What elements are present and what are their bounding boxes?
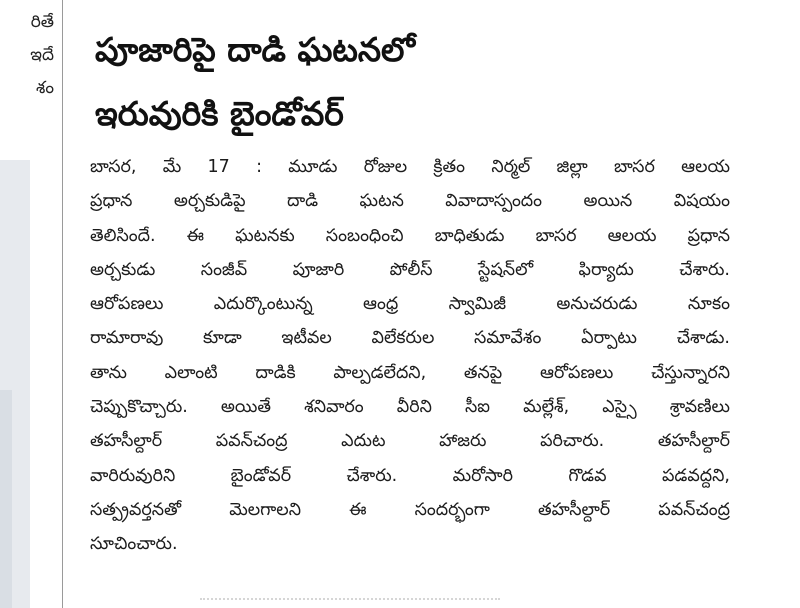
article-body — [90, 150, 730, 562]
adjacent-text-line: ఇదే — [30, 45, 54, 65]
headline-line-1: పూజారిపై దాడి ఘటనలో — [95, 30, 415, 69]
news-article — [90, 0, 790, 608]
body-line: తెలిసిందే. ఈ ఘటనకు సంబంధించి బాధితుడు బాసర ఆలయ ప్రధాన — [90, 225, 730, 246]
body-line: తాను ఎలాంటి దాడికి పాల్పడలేదని, తనపై ఆరోపణలు చేస్తున్నారని — [90, 362, 730, 383]
column-divider — [62, 0, 63, 608]
adjacent-column-text — [0, 6, 54, 105]
body-line: రామారావు కూడా ఇటీవల విలేకరుల సమావేశం ఏర్పాటు చేశాడు. — [90, 328, 730, 349]
body-line: తహసీల్దార్ పవన్‌చంద్ర ఎదుట హాజరు పరిచారు. తహసీల్దార్ — [90, 431, 730, 452]
body-line: సత్ప్రవర్తనతో మెలగాలని ఈ సందర్భంగా తహసీల్దార్ పవన్‌చంద్ర — [90, 499, 730, 520]
body-line: అర్చకుడు సంజీవ్ పూజారి పోలీస్ స్టేషన్‌లో ఫిర్యాదు చేశారు. — [90, 259, 730, 280]
body-line-last: సూచించారు. — [90, 534, 178, 555]
adjacent-column — [0, 0, 60, 608]
cropped-next-item — [200, 598, 500, 608]
body-line: ప్రధాన అర్చకుడిపై దాడి ఘటన వివాదాస్పందం అయిన విషయం — [90, 191, 730, 212]
body-line: వారిరువురిని బైండోవర్ చేశారు. మరోసారి గొడవ పడవద్దని, — [90, 465, 730, 486]
adjacent-text-line: రితే — [30, 12, 54, 32]
body-line: బాసర, మే 17 : మూడు రోజుల క్రితం నిర్మల్ జిల్లా బాసర ఆలయ — [90, 157, 730, 177]
adjacent-shaded-panel — [0, 160, 30, 608]
body-line: చెప్పుకొచ్చారు. అయితే శనివారం వీరిని సీఐ మల్లేశ్, ఎస్సై శ్రావణిలు — [90, 397, 730, 418]
adjacent-text-line: శం — [36, 78, 54, 98]
adjacent-panel-block — [0, 390, 12, 608]
headline-line-2: ఇరువురికి బైండోవర్ — [95, 94, 344, 133]
body-line: ఆరోపణలు ఎదుర్కొంటున్న ఆంధ్ర స్వామిజీ అనుచరుడు నూకం — [90, 294, 730, 315]
